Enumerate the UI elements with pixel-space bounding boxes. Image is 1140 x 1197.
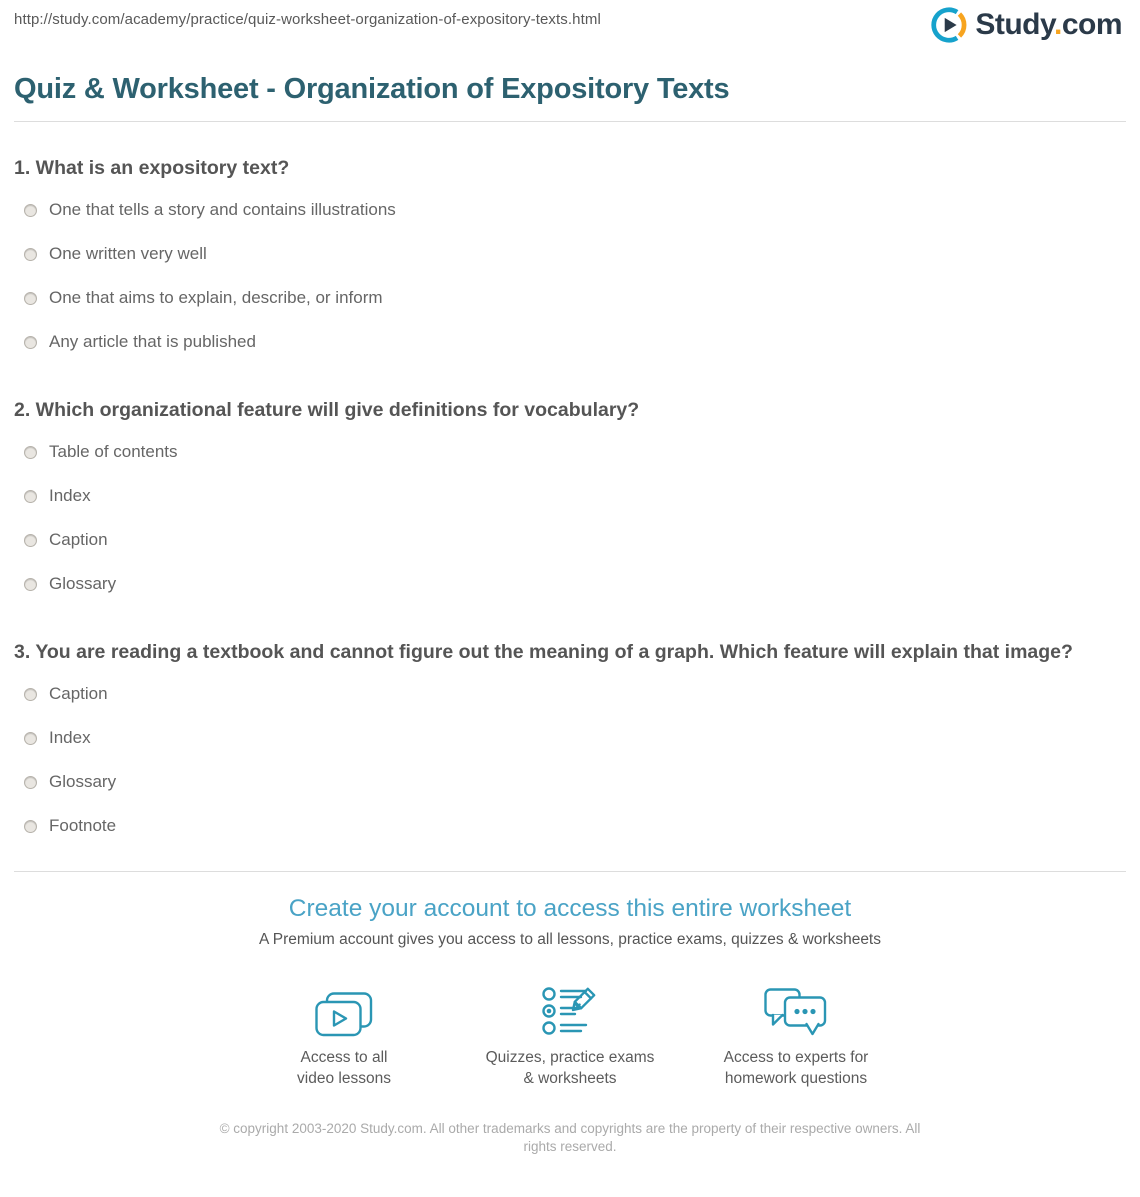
question-2 [14, 397, 1126, 606]
answer-option[interactable] [14, 276, 1126, 320]
header [0, 0, 1140, 56]
cta-title[interactable]: Create your account to access this entire worksheet [288, 895, 852, 922]
benefit-homework-experts [683, 980, 909, 1089]
radio-button[interactable] [24, 688, 37, 701]
radio-button[interactable] [24, 490, 37, 503]
answer-options [14, 430, 1126, 606]
quiz-pencil-icon [540, 980, 600, 1038]
answer-option[interactable] [14, 320, 1126, 364]
benefit-label: Access to experts for homework questions [723, 1049, 869, 1087]
option-label: One that tells a story and contains illustrations [49, 200, 396, 219]
title-divider [14, 121, 1126, 122]
answer-option[interactable] [14, 760, 1126, 804]
studycom-logo[interactable] [930, 6, 1122, 44]
benefits-row [230, 980, 910, 1089]
answer-option[interactable] [14, 804, 1126, 848]
radio-button[interactable] [24, 534, 37, 547]
answer-options [14, 188, 1126, 364]
option-label: One written very well [49, 244, 207, 263]
chat-experts-icon [764, 980, 828, 1038]
radio-button[interactable] [24, 248, 37, 261]
answer-option[interactable] [14, 672, 1126, 716]
section-divider [14, 871, 1126, 872]
cta-subtitle: A Premium account gives you access to all lessons, practice exams, quizzes & worksheets [259, 931, 881, 948]
radio-button[interactable] [24, 292, 37, 305]
answer-option[interactable] [14, 430, 1126, 474]
answer-option[interactable] [14, 562, 1126, 606]
option-label: Any article that is published [49, 332, 256, 351]
question-3 [14, 639, 1126, 848]
benefit-label: Access to all video lessons [297, 1049, 391, 1087]
radio-button[interactable] [24, 820, 37, 833]
option-label: Caption [49, 684, 108, 703]
option-label: Table of contents [49, 442, 178, 461]
option-label: One that aims to explain, describe, or inform [49, 288, 383, 307]
option-label: Glossary [49, 574, 117, 593]
logo-wordmark: Study.com [975, 8, 1122, 41]
option-label: Footnote [49, 816, 117, 835]
copyright: © copyright 2003-2020 Study.com. All other trademarks and copyrights are the property of their respective owners. All rights reserved. [219, 1121, 921, 1154]
answer-option[interactable] [14, 518, 1126, 562]
benefit-quizzes-worksheets [457, 980, 683, 1089]
page-title: Quiz & Worksheet - Organization of Expository Texts [14, 73, 730, 105]
question-heading: 1. What is an expository text? [14, 157, 290, 179]
benefit-label: Quizzes, practice exams & worksheets [485, 1049, 655, 1087]
radio-button[interactable] [24, 732, 37, 745]
answer-option[interactable] [14, 232, 1126, 276]
benefit-video-lessons [231, 980, 457, 1089]
radio-button[interactable] [24, 446, 37, 459]
option-label: Index [49, 486, 91, 505]
question-heading: 3. You are reading a textbook and cannot figure out the meaning of a graph. Which feature will explain that image? [14, 641, 1073, 663]
option-label: Glossary [49, 772, 117, 791]
option-label: Caption [49, 530, 108, 549]
radio-button[interactable] [24, 776, 37, 789]
answer-option[interactable] [14, 188, 1126, 232]
radio-button[interactable] [24, 204, 37, 217]
radio-button[interactable] [24, 578, 37, 591]
answer-option[interactable] [14, 474, 1126, 518]
cta-section [0, 894, 1140, 1155]
answer-option[interactable] [14, 716, 1126, 760]
quiz-questions [0, 155, 1140, 848]
question-heading: 2. Which organizational feature will give definitions for vocabulary? [14, 399, 640, 421]
question-1 [14, 155, 1126, 364]
radio-button[interactable] [24, 336, 37, 349]
video-lessons-icon [315, 980, 373, 1038]
page-url: http://study.com/academy/practice/quiz-worksheet-organization-of-expository-texts.html [14, 11, 601, 28]
answer-options [14, 672, 1126, 848]
option-label: Index [49, 728, 91, 747]
play-logo-icon [930, 6, 968, 44]
